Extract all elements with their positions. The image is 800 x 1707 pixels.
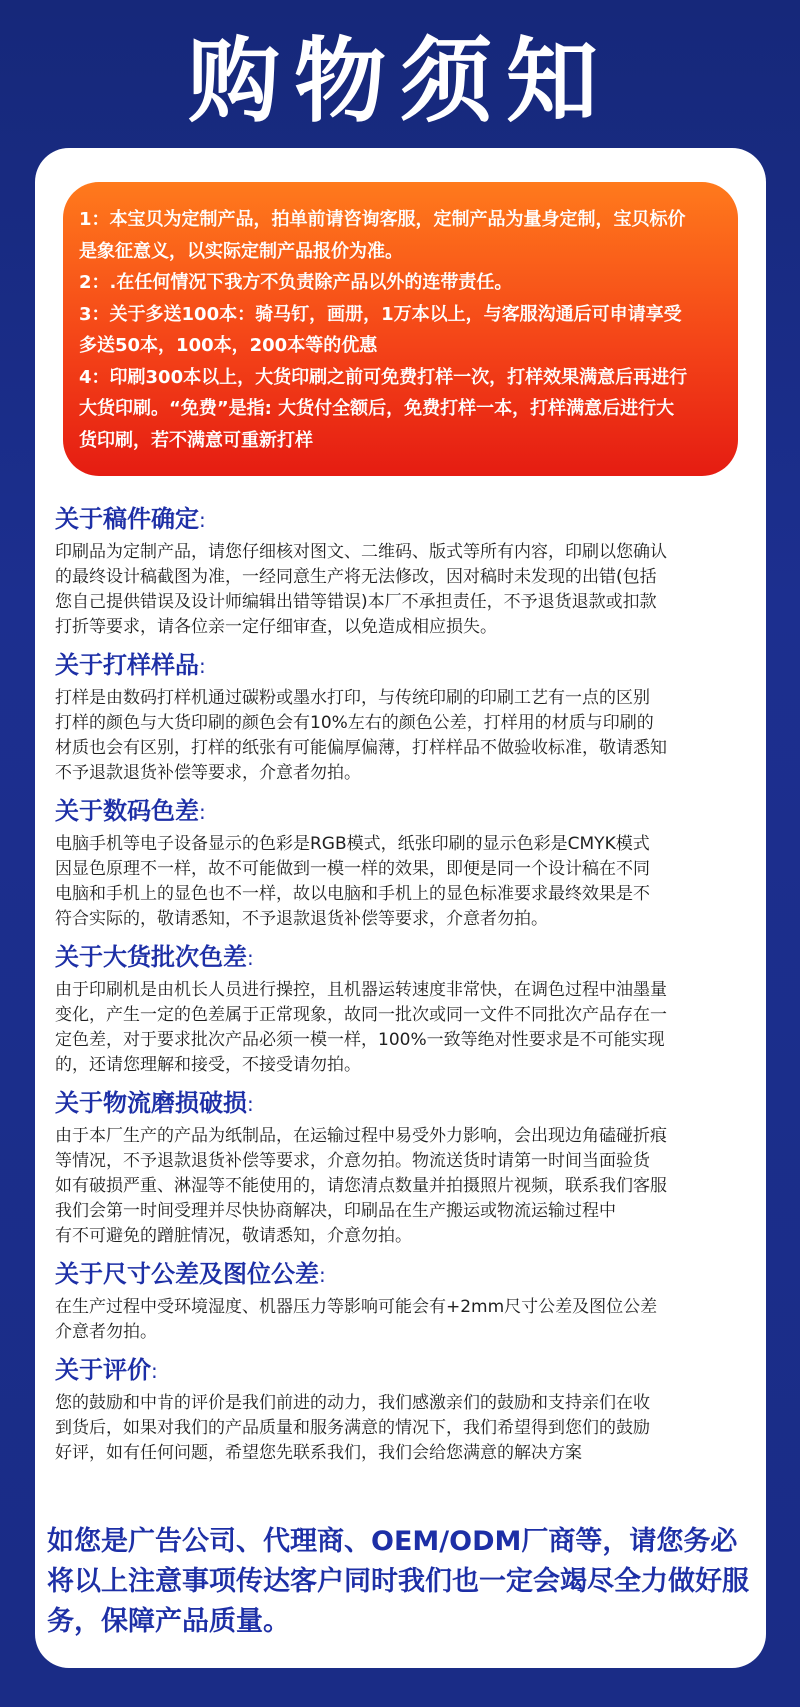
section-title	[55, 502, 755, 536]
section-title-text: 关于物流磨损破损	[55, 1089, 247, 1117]
section-title-colon: :	[199, 654, 206, 678]
section-body: 您的鼓励和中肯的评价是我们前进的动力，我们感激亲们的鼓励和支持亲们在收 到货后，如果对我们的产品质量和服务满意的情况下，我们希望得到您们的鼓励 好评，如有任何问题，希望您先联系我们，我们会给您满意的解决方案	[55, 1393, 650, 1463]
section-title-colon: :	[199, 800, 206, 824]
section-title-colon: :	[151, 1359, 158, 1383]
section-title	[55, 1257, 755, 1291]
notice-card	[35, 148, 766, 1668]
notice-box	[63, 182, 738, 476]
section-proof-sample	[55, 648, 755, 786]
section-title-text: 关于评价	[55, 1356, 151, 1384]
section-digital-color-difference	[55, 794, 755, 932]
notice-line: 大货印刷。“免费”是指: 大货付全额后，免费打样一本，打样满意后进行大	[79, 398, 675, 419]
notice-line: 货印刷，若不满意可重新打样	[79, 429, 313, 451]
section-body: 印刷品为定制产品，请您仔细核对图文、二维码、版式等所有内容，印刷以您确认 的最终设计稿截图为准，一经同意生产将无法修改，因对稿时未发现的出错(包括 您自己提供错误及设计师编辑出错等错误)本厂不承担责任，不予退货退款或扣款 打折等要求，请各位亲一定仔细审查，以免造成相应损失。	[55, 542, 667, 637]
section-title-text: 关于稿件确定	[55, 505, 199, 533]
section-body: 在生产过程中受环境湿度、机器压力等影响可能会有+2mm尺寸公差及图位公差 介意者勿拍。	[55, 1297, 658, 1342]
section-title-text: 关于大货批次色差	[55, 943, 247, 971]
section-title-text: 关于数码色差	[55, 797, 199, 825]
notice-line: 1：本宝贝为定制产品，拍单前请咨询客服，定制产品为量身定制，宝贝标价	[79, 209, 686, 230]
section-title-colon: :	[199, 508, 206, 532]
section-title	[55, 1353, 755, 1387]
section-reviews	[55, 1353, 755, 1466]
closing-statement: 如您是广告公司、代理商、OEM/ODM厂商等，请您务必将以上注意事项传达客户同时我们也一定会竭尽全力做好服务，保障产品质量。	[47, 1526, 749, 1637]
section-title-colon: :	[247, 1092, 254, 1116]
section-body: 打样是由数码打样机通过碳粉或墨水打印，与传统印刷的印刷工艺有一点的区别 打样的颜色与大货印刷的颜色会有10%左右的颜色公差，打样用的材质与印刷的 材质也会有区别，打样的纸张有可能偏厚偏薄，打样样品不做验收标准，敬请悉知 不予退款退货补偿等要求，介意者勿拍。	[55, 688, 667, 783]
section-title	[55, 1086, 755, 1120]
section-batch-color-difference	[55, 940, 755, 1078]
notice-line: 是象征意义，以实际定制产品报价为准。	[79, 240, 403, 262]
section-title	[55, 648, 755, 682]
section-body: 由于印刷机是由机长人员进行操控，且机器运转速度非常快，在调色过程中油墨量 变化，产生一定的色差属于正常现象，故同一批次或同一文件不同批次产品存在一 定色差，对于要求批次产品必须一模一样，100%一致等绝对性要求是不可能实现 的，还请您理解和接受，不接受请勿拍。	[55, 980, 667, 1075]
section-body: 由于本厂生产的产品为纸制品，在运输过程中易受外力影响，会出现边角磕碰折痕 等情况，不予退款退货补偿等要求，介意勿拍。物流送货时请第一时间当面验货 如有破损严重、淋湿等不能使用的，请您清点数量并拍摄照片视频，联系我们客服 我们会第一时间受理并尽快协商解决，印刷品在生产搬运或物流运输过程中 有不可避免的蹭脏情况，敬请悉知，介意勿拍。	[55, 1126, 667, 1246]
section-title-colon: :	[247, 946, 254, 970]
section-title-colon: :	[319, 1263, 326, 1287]
section-title-text: 关于尺寸公差及图位公差	[55, 1260, 319, 1288]
section-body: 电脑手机等电子设备显示的色彩是RGB模式，纸张印刷的显示色彩是CMYK模式 因显色原理不一样，故不可能做到一模一样的效果，即便是同一个设计稿在不同 电脑和手机上的显色也不一样，故以电脑和手机上的显色标准要求最终效果是不 符合实际的，敬请悉知，不予退款退货补偿等要求，介意者勿拍。	[55, 834, 650, 929]
section-draft-confirmation	[55, 502, 755, 640]
section-title	[55, 940, 755, 974]
section-title	[55, 794, 755, 828]
section-size-tolerance	[55, 1257, 755, 1345]
notice-line: 4：印刷300本以上，大货印刷之前可免费打样一次，打样效果满意后再进行	[79, 366, 688, 388]
page-title: 购物须知	[187, 28, 612, 135]
policy-sections	[55, 502, 755, 1474]
notice-line: 2：.在任何情况下我方不负责除产品以外的连带责任。	[79, 272, 513, 293]
notice-line: 3：关于多送100本：骑马钉，画册，1万本以上，与客服沟通后可申请享受	[79, 303, 682, 325]
section-shipping-damage	[55, 1086, 755, 1249]
notice-line: 多送50本，100本，200本等的优惠	[79, 335, 378, 356]
section-title-text: 关于打样样品	[55, 651, 199, 679]
